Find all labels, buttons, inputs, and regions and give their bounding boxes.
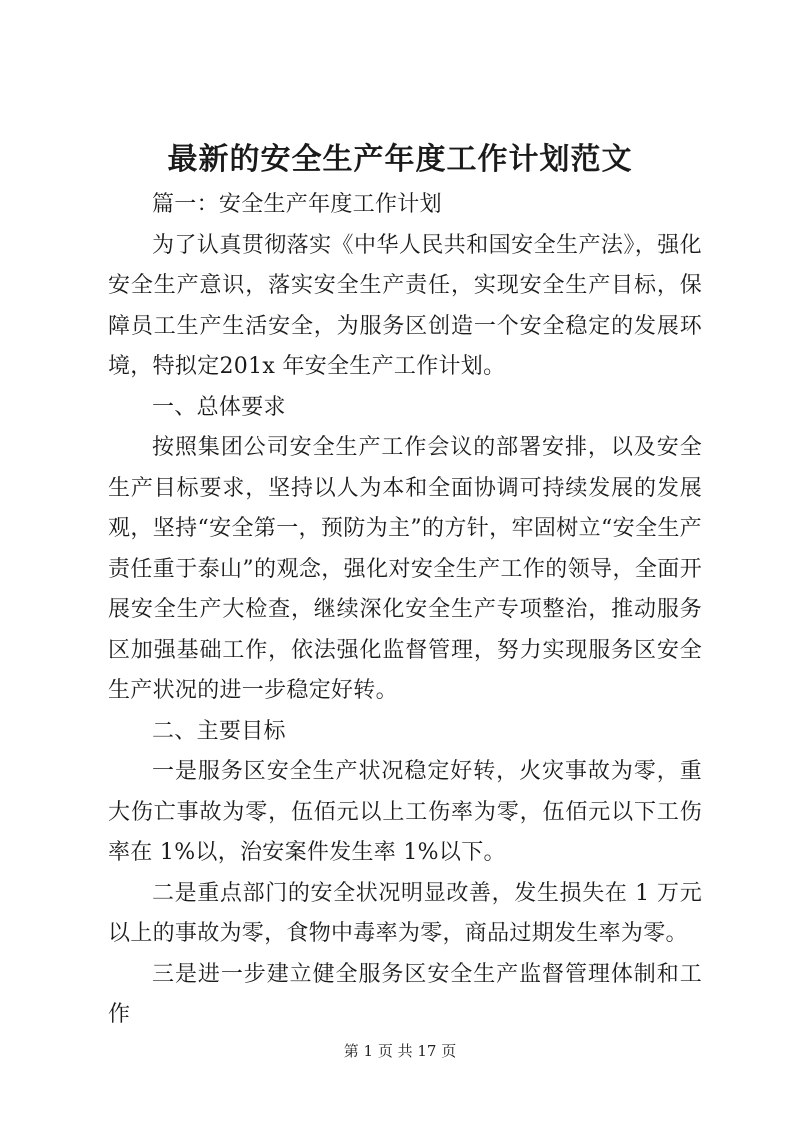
section-heading-overall-requirements: 一、总体要求 — [152, 394, 286, 420]
document-title: 最新的安全生产年度工作计划范文 — [167, 142, 633, 177]
section-heading-main-goals: 二、主要目标 — [152, 718, 286, 744]
overall-requirements-paragraph: 按照集团公司安全生产工作会议的部署安排，以及安全生产目标要求，坚持以人为本和全面协调可持续发展的发展观，坚持“安全第一，预防为主”的方针，牢固树立“安全生产责任重于泰山”的观念，强化对安全生产工作的领导，全面开展安全生产大检查，继续深化安全生产专项整治，推动服务区加强基础工作，依法强化监督管理，努力实现服务区安全生产状况的进一步稳定好转。 — [108, 435, 702, 703]
section-heading-part-one: 篇一：安全生产年度工作计划 — [152, 192, 442, 217]
document-body — [108, 185, 702, 1036]
goal-three-paragraph: 三是进一步建立健全服务区安全生产监督管理体制和工作 — [108, 961, 702, 1027]
page-number-footer: 第 1 页 共 17 页 — [343, 1042, 457, 1060]
intro-paragraph: 为了认真贯彻落实《中华人民共和国安全生产法》，强化安全生产意识，落实安全生产责任，实现安全生产目标，保障员工生产生活安全，为服务区创造一个安全稳定的发展环境，特拟定201x 年安全生产工作计划。 — [108, 232, 702, 379]
goal-one-paragraph: 一是服务区安全生产状况稳定好转，火灾事故为零，重大伤亡事故为零，伍佰元以上工伤率为零，伍佰元以下工伤率在 1%以，治安案件发生率 1%以下。 — [108, 759, 702, 865]
goal-two-paragraph: 二是重点部门的安全状况明显改善，发生损失在 1 万元以上的事故为零，食物中毒率为零，商品过期发生率为零。 — [108, 880, 702, 946]
